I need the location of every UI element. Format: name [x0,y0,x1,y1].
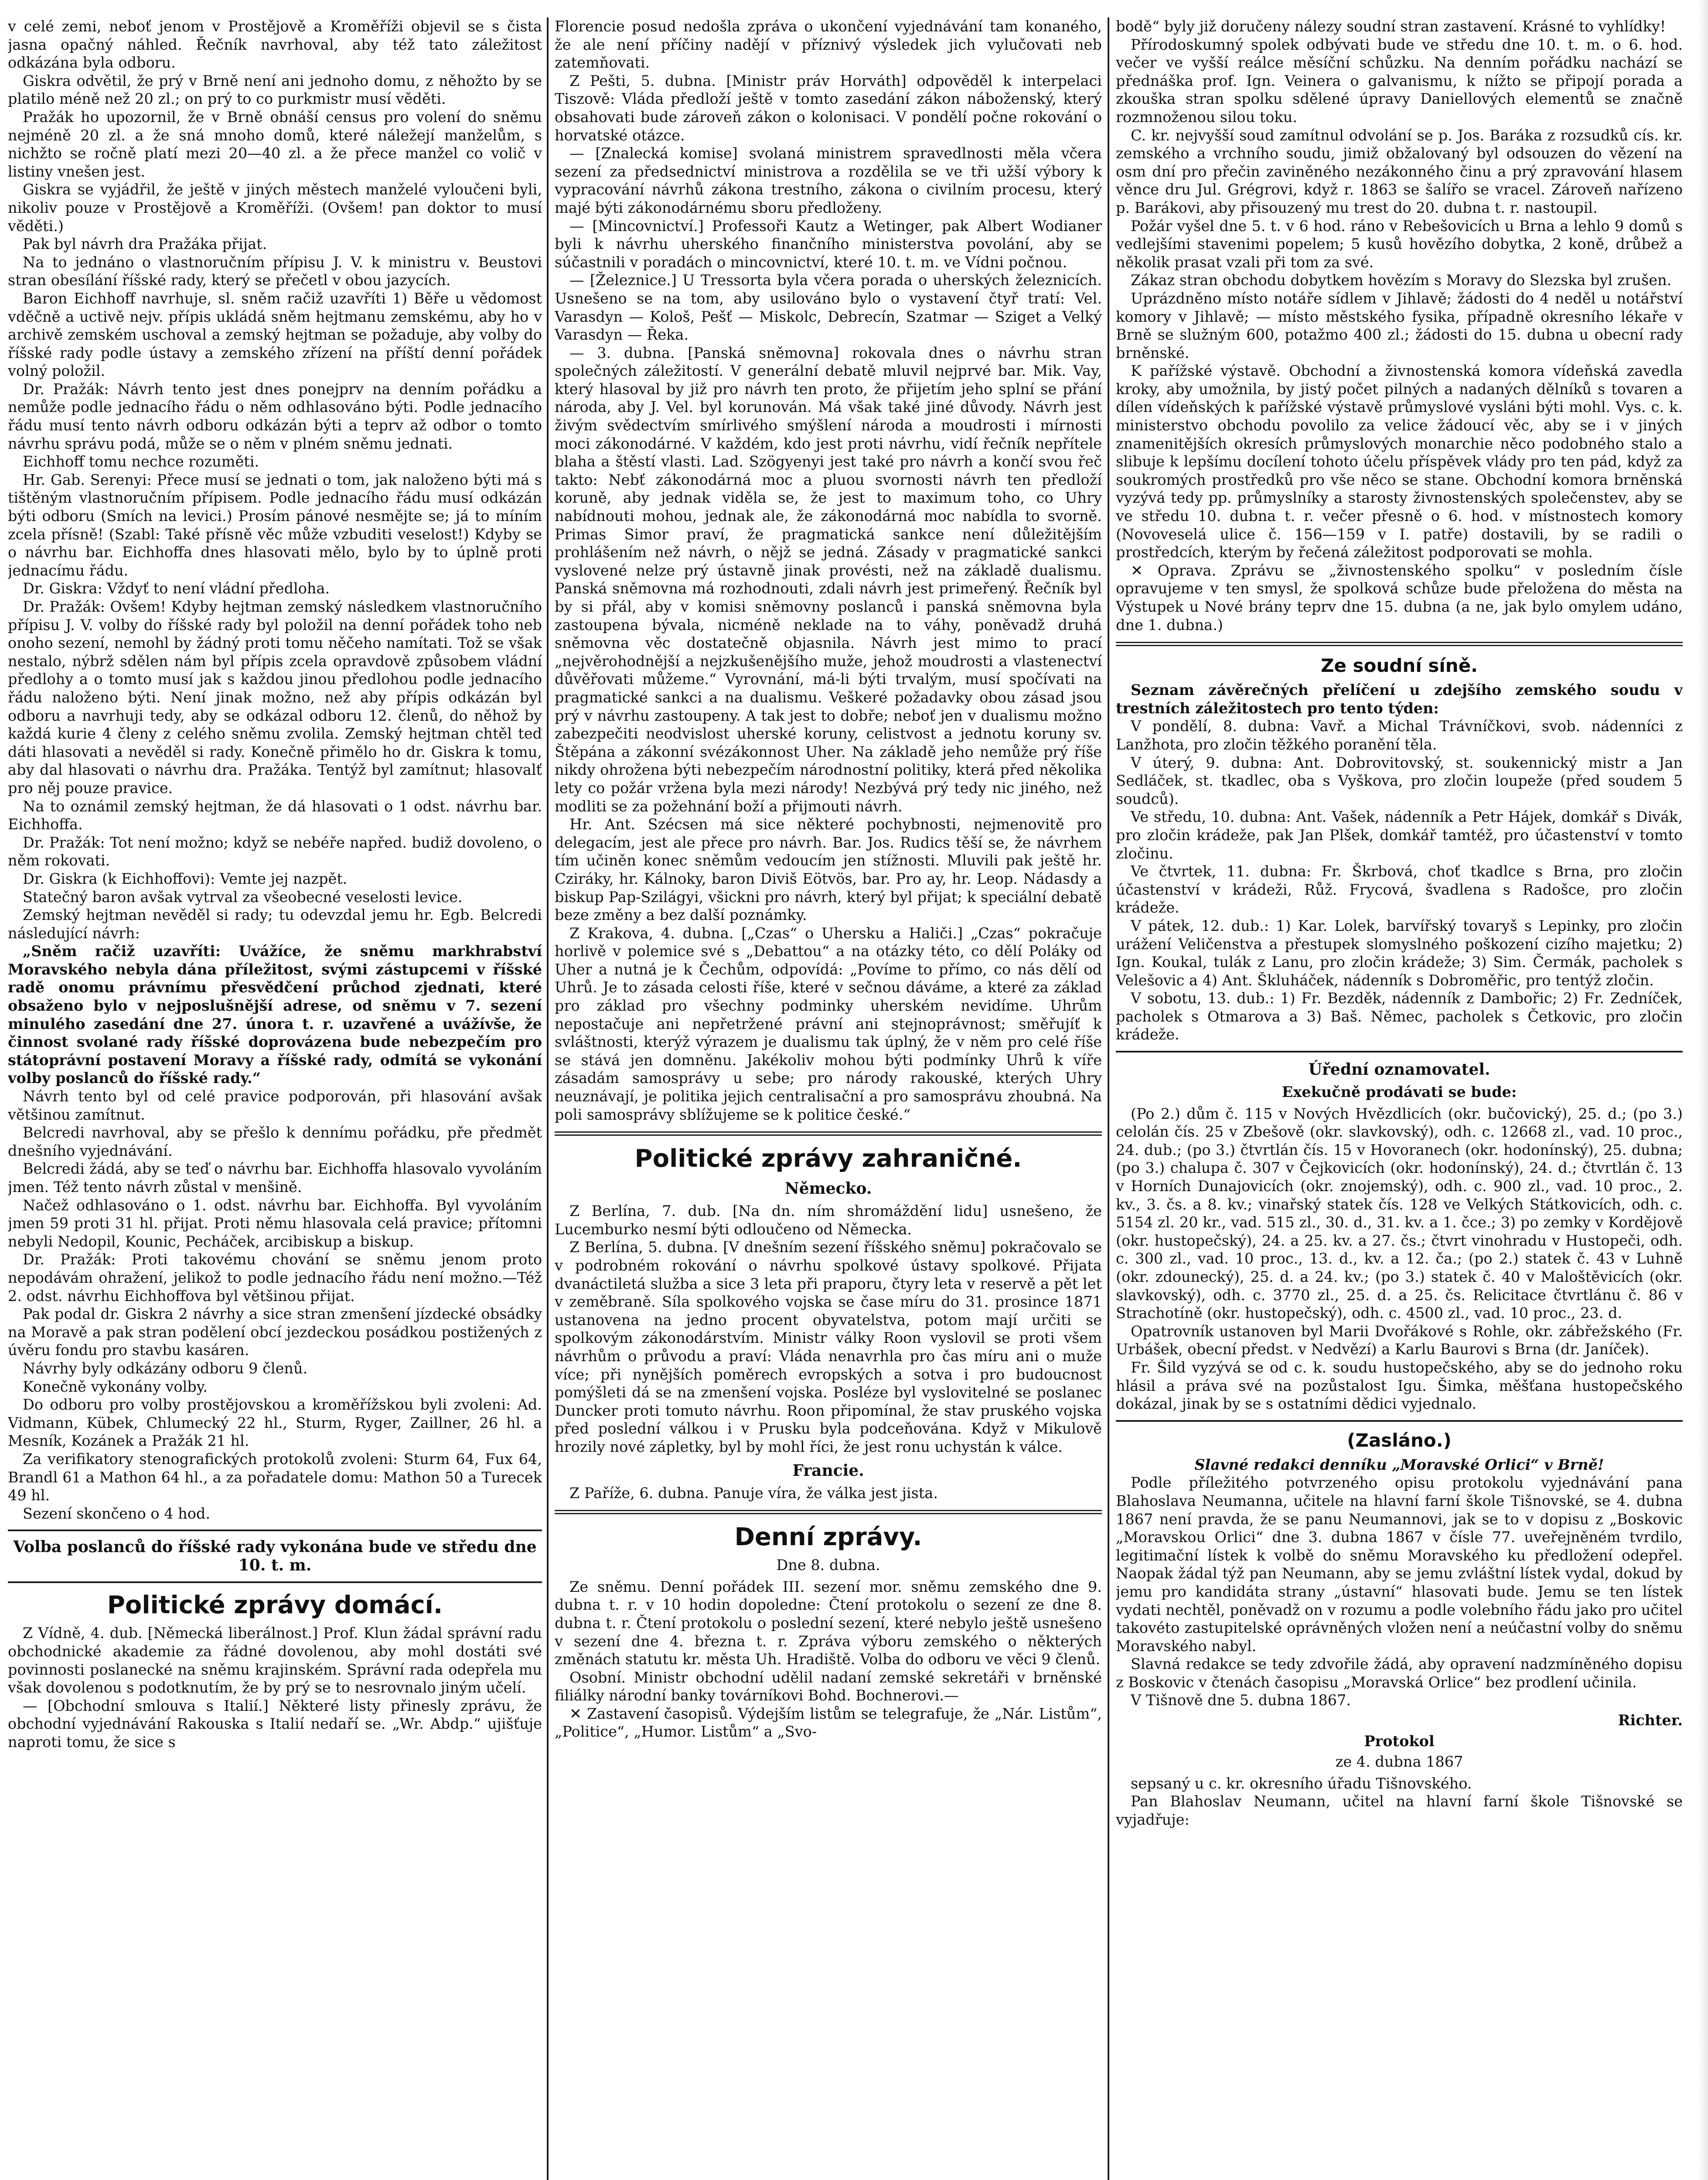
section-header-daily: Denní zprávy. [734,1523,922,1552]
paragraph: Z Berlína, 5. dubna. [V dnešním sezení říšského sněmu] pokračovalo se v podrobném rokování o návrhu spolkové ústavy spolkové. Přijata dvanáctiletá služba a sice 3 leta při praporu, čtyry leta v reservě a pět let v zeměbraně. Síla spolkového vojska se čase míru do 31. prosince 1871 ustanovena na jedno procent obyvatelstva, potom mají určiti se spolkovým zákonodárstvím. Ministr války Roon vyslovil se proti všem návrhům o průvodu a praví: Vláda nenavrhla pro čas míru ani o muže více; při nynějších poměrech evropských a sotva i pro budoucnost pomýšleti dá se na zmenšení vojska. Posléze byl vyslovitelné se poslanec Duncker proti tomuto návrhu. Roon připomínal, že stav pruského vojska před poslední válkou i v Prusku byla podceňována. Když v Mikulově hrozily nové zápletky, byl by mohl říci, že jest ronu uchystán k válce. [555,1239,1102,1455]
paragraph: Požár vyšel dne 5. t. v 6 hod. ráno v Rebešovicích u Brna a lehlo 9 domů s vedlejšími stavenimi popelem; 5 kusů hovězího dobytka, 2 koně, drůbež a několik prasat vzali při tom za své. [1116,217,1683,271]
paragraph: V úterý, 9. dubna: Ant. Dobrovitovský, st. soukennický mistr a Jan Sedláček, st. tkadlec, oba s Vyškova, pro zločin loupeže (před soudem 5 soudců). [1116,754,1683,807]
middle-paragraphs-b [555,1202,1102,1456]
paragraph: Pak podal dr. Giskra 2 návrhy a sice stran zmenšení jízdecké obsádky na Moravě a pak stran podělení obcí jezdeckou posádkou postižených z úvěru fondu pro stavbu kasáren. [8,1305,542,1359]
paragraph: Dr. Pražák: Ovšem! Kdyby hejtman zemský následkem vlastnoručního přípisu J. V. volby do říšské rady byl položil na denní pořádek toho neb onoho sezení, nemohl by žádný proti tomu něčeho namítati. Tož se však nestalo, nýbrž sdělen nám byl přípis zcela opravdově způsobem vládní předlohy a o tomto musí jak s každou jinou předlohou podle jednacího řádu naloženo býti. Není jinak možno, než aby přípis odkázán byl odboru a navrhuji tedy, aby se odkázal odboru 12. členů, do něhož by každá kurie 4 členy z celého sněmu zvolila. Zemský hejtman chtěl teď dáti hlasovati a nevěděl si rady. Konečně přimělo ho dr. Giskra k tomu, aby dal hlasovati o návrhu dra. Pražáka. Tentýž byl zamítnut; hlasovalť pro něj pouze pravice. [8,598,542,797]
paragraph: sepsaný u c. kr. okresního úřadu Tišnovského. [1131,1775,1472,1792]
divider [555,1510,1102,1514]
zaslano-address: Slavné redakci denníku „Moravské Orlici“ v Brně! [1194,1456,1604,1473]
paragraph: Giskra odvětil, že prý v Brně není ani jednoho domu, z něhožto by se platilo méně než 20 zl.; on prý to co purkmistr musí věděti. [8,72,542,108]
subheader-germany: Německo. [784,1179,872,1198]
paragraph: Ze sněmu. Denní pořádek III. sezení mor. sněmu zemského dne 9. dubna t. r. v 10 hodin dopoledne: Čtení protokolu o sezení ze dne 8. dubna t. r. Čtení protokolu o poslední sezení, které nebylo ještě usnešeno v sezení dne 4. března t. r. Zpráva výboru zemského o některých změnách statutu kr. města Uh. Hradiště. Volba do odboru ve věci 9 členů. [555,1578,1102,1668]
paragraph: Zákaz stran obchodu dobytkem hovězím s Moravy do Slezska byl zrušen. [1131,272,1672,289]
column-rule [1108,17,1109,2180]
middle-paragraphs-d [555,1578,1102,1741]
paragraph: — [Mincovnictví.] Professoři Kautz a Wetinger, pak Albert Wodianer byli k návrhu uherského finančního ministerstva povolání, aby se súčastnili v poradách o mincovnictví, které 10. t. m. ve Vídni počnou. [555,217,1102,271]
paragraph: Podle příležitého potvrzeného opisu protokolu vyjednávání pana Blahoslava Neumanna, učitele na hlavní farní škole Tišnovské, se 4. dubna 1867 není pravda, že se panu Neumannovi, jak se to v dopisu z „Boskovic „Moravskou Orlici“ dne 3. dubna 1867 v čísle 77. uveřejněném tvrdilo, legitimační lístek k volbě do sněmu Moravského ku předložení odepřel. Naopak žádal týž pan Neumann, aby se jemu zvláštní lístek vydal, dokud by jemu pro kandidáta strany „ústavní“ hlasovati bude. Jemu se ten lístek vydati nechtěl, poněvadž on v rozumu a podle volebního řádu jako pro učitel takovéto zastupitelské oprávněných vložen není a neúčastní volby do sněmu Moravského nabyl. [1116,1474,1683,1655]
right-paragraphs-d [1116,1474,1683,1710]
newspaper-page [8,17,1691,2180]
section-header-domestic: Politické zprávy domácí. [107,1591,443,1620]
divider [1116,1420,1683,1422]
section-header-court: Ze soudní síně. [1320,655,1478,677]
column-middle [555,17,1102,2180]
paragraph: Na to oznámil zemský hejtman, že dá hlasovati o 1 odst. návrhu bar. Eichhoffa. [8,797,542,833]
section-header-official: Úřední oznamovatel. [1308,1060,1490,1079]
paragraph: Eichhoff tomu nechce rozuměti. [23,453,259,470]
paragraph: Z Paříže, 6. dubna. Panuje víra, že válka jest jista. [569,1484,938,1502]
paragraph: Statečný baron avšak vytrval za všeobecné veselosti levice. [23,888,463,906]
paragraph: v celé zemi, neboť jenom v Prostějově a Kroměříži objevil se s čista jasna opačný náhled. Řečník navrhoval, aby též tato záležitost odkázána byla odboru. [8,18,542,72]
paragraph: Pražák ho upozornil, že v Brně obnáší census pro volení do sněmu nejméně 20 zl. a že sná mnoho domů, které náležejí manželům, s nichžto se ročně platí mezi 20—40 zl. a že přece manžel co volič v listiny vnešen jest. [8,108,542,180]
paragraph: Sezení skončeno o 4 hod. [23,1505,211,1522]
paragraph: Do odboru pro volby prostějovskou a kroměřížskou byli zvoleni: Ad. Vidmann, Kübek, Chlumecký 22 hl., Sturm, Ryger, Zaillner, 26 hl. a Mesník, Kozánek a Pražák 21 hl. [8,1396,542,1450]
paragraph: Osobní. Ministr obchodní udělil nadaní zemské sekretáři v brněnské filiálky národní banky továrníkovi Bohd. Bochnerovi.— [555,1669,1102,1704]
paragraph: C. kr. nejvyšší soud zamítnul odvolání se p. Jos. Baráka z rozsudků cís. kr. zemského a vrchního soudu, jimiž obžalovaný byl odsouzen do vězení na osm dní pro přečin zaviněného nezákonného činu a prý zpravování hlasem věnce dru Jul. Grégrovi, když r. 1863 se šalířo se vracel. Zároveň nařízeno p. Barákovi, aby přisouzený mu trest do 20. dubna t. r. nastoupil. [1116,126,1683,216]
page-edge-shadow [1698,0,1708,2180]
bold-motion: „Sněm račiž uzavříti: Uvážíce, že sněmu markhrabství Moravského nebyla dána příležitost, svými zástupcemi v říšské radě onomu právnímu přesvědčení průchod zjednati, které obsaženo bylo v nejposlušnější adrese, od sněmu v 7. sezení minulého zasedání dne 27. února t. r. uzavřené a uvážívše, že činnost svolané rady říšské doprovázena bude nebezpečím pro státoprávní postavení Moravy a říšské rady, odmítá se vykonání volby poslanců do říšské rady.“ [8,943,542,1087]
divider [1116,1051,1683,1053]
divider [8,1581,542,1583]
paragraph: (Po 2.) dům č. 115 v Nových Hvězdlicích (okr. bučovický), 25. d.; (po 3.) celolán čís. 25 v Zbešově (okr. slavkovský), odh. c. 12668 zl., vad. 10 proc., 24. dub.; (po 3.) čtvrtlán čís. 15 v Hovoranech (okr. hodonínský), 25. dubna; (po 3.) chalupa č. 307 v Čejkovicích (okr. hodonínský), 24. d.; čtvrtlán č. 13 v Horních Dunajovicích (okr. znojemský), odh. c. 900 zl., vad. 10 proc., 2. kv., 3. čs. a 8. kv.; vinařský statek čís. 128 ve Velkých Státkovicích, odh. c. 5154 zl. 20 kr., vad. 515 zl., 30. d., 31. kv. a 1. čce.; 3) po zemky v Kordějově (okr. hustopečský), 24. a 25. kv. a 27. čs.; čtvrt vinohradu v Hustopeči, odh. c. 300 zl., vad. 10 proc., 13. d., kv. a 12. ča.; (po 2.) statek č. 43 v Luhně (okr. zdounecký), 25. d. a 24. kv.; (po 3.) statek č. 40 v Maloštěvicích (okr. slavkovský), odh. c. 3770 zl., 25. d. a 25. čs. Relicitace čtvrtlánu č. 86 v Strachotíně (okr. hustopečský), odh. c. 4500 zl., vad. 10 proc., 23. d. [1116,1105,1683,1322]
paragraph: — [Obchodní smlouva s Italií.] Některé listy přinesly zprávu, že obchodní vyjednávání Rakouska s Italií nedaří se. „Wr. Abdp.“ ujišťuje naproti tomu, že sice s [8,1697,542,1751]
paragraph: Z Berlína, 7. dub. [Na dn. ním shromáždění lidu] usnešeno, že Lucemburko nesmí býti odloučeno od Německa. [555,1202,1102,1238]
paragraph: Uprázdněno místo notáře sídlem v Jihlavě; žádosti do 4 neděl u notářství komory v Jihlavě; — místo městského fysika, případně okresního lékaře v Brně se služným 600, potažmo 400 zl.; žádosti do 15. dubna u obecní rady brněnské. [1116,290,1683,361]
paragraph: Giskra se vyjádřil, že ještě v jiných městech manželé vyloučeni byli, nikoliv pouze v Prostějově a Kroměříži. (Ovšem! pan doktor to musí věděti.) [8,181,542,235]
protocol-date: ze 4. dubna 1867 [1335,1753,1463,1771]
paragraph: Dr. Pražák: Proti takovému chování se sněmu jenom proto nepodávám ohražení, jelikož to podle jednacího řádu není možno.—Též 2. odst. návrhu Eichhoffova byl většinou přijat. [8,1251,542,1305]
paragraph: Hr. Ant. Szécsen má sice některé pochybnosti, nejmenovitě pro delegacím, jest ale přece pro návrh. Bar. Jos. Rudics těší se, že návrhem tím učiněn konec sněmům vedoucím jen stížnosti. Mluvili pak ještě hr. Cziráky, hr. Kálnoky, baron Diviš Eötvös, bar. Pro ay, hr. Leop. Nádasdy a biskup Pap-Szilágyi, všickni pro návrh, který byl přijat; k speciální debatě beze změny a bez další poznámky. [555,816,1102,924]
paragraph: Dr. Giskra: Vždyť to není vládní předloha. [23,580,330,597]
paragraph: Pak byl návrh dra Pražáka přijat. [23,235,267,253]
paragraph: Načež odhlasováno o 1. odst. návrhu bar. Eichhoffa. Byl vyvoláním jmen 59 proti 31 hl. přijat. Proti němu hlasovala celá pravice; přítomni nebyli Nedopil, Kounic, Pecháček, arcibiskup a biskup. [8,1196,542,1250]
paragraph: Fr. Šild vyzývá se od c. k. soudu hustopečského, aby se do jednoho roku hlásil a práva své na pozůstalost Igu. Šimka, měšťana hustopečského dokázal, jinak by se s ostatními dědici vyjednalo. [1116,1359,1683,1413]
paragraph: V pátek, 12. dub.: 1) Kar. Lolek, barvířský tovaryš s Lepinky, pro zločin urážení Veličenstva a přestupek slomyslného poškození cizího majetku; 2) Ign. Koukal, tulák z Lanu, pro zločin krádeže; 3) Sim. Čermák, pacholek s Velešovic a 4) Ant. Škluháček, nádenník s Dobroměřic, pro tentýž zločin. [1116,917,1683,989]
paragraph: Pan Blahoslav Neumann, učitel na hlavní farní škole Tišnovské se vyjadřuje: [1116,1793,1683,1829]
paragraph: Přírodoskumný spolek odbývati bude ve středu dne 10. t. m. o 6. hod. večer ve vyšší reálce měsíční schůzku. Na denním pořádku nachází se přednáška prof. Ign. Veinera o galvanismu, k nížto se připojí porada a zkouška stran spolku sdělené úpravy Daniellových elementů se značně rozmnoženou silou toku. [1116,36,1683,126]
paragraph: ✕ Zastavení časopisů. Výdejším listům se telegrafuje, že „Nár. Listům“, „Politice“, „Humor. Listům“ a „Svo- [555,1705,1102,1741]
paragraph: Za verifikatory stenografických protokolů zvoleni: Sturm 64, Fux 64, Brandl 61 a Mathon 64 hl., a za pořadatele domu: Mathon 50 a Turecek 49 hl. [8,1450,542,1504]
paragraph: Návrhy byly odkázány odboru 9 členů. [23,1359,308,1377]
court-subhead: Seznam závěrečných přelíčení u zdejšího zemského soudu v trestních záležitostech pro tento týden: [1116,681,1683,717]
paragraph: Florencie posud nedošla zpráva o ukončení vyjednávání tam konaného, že ale není příčiny nadějí v příznivý výsledek jich vylučovati neb zatemňovati. [555,18,1102,72]
paragraph: Dr. Giskra (k Eichhoffovi): Vemte jej nazpět. [23,870,348,887]
paragraph: Ve čtvrtek, 11. dubna: Fr. Škrbová, choť tkadlce s Brna, pro zločin účastenství v krádeži, Růž. Frycová, švadlena s Radošce, pro zločin krádeže. [1116,863,1683,916]
paragraph: Slavná redakce se tedy zdvořile žádá, aby opravení nadzmíněného dopisu z Boskovic v čtenách časopisu „Moravská Orlice“ bez prodlení učinila. [1116,1655,1683,1691]
column-left [8,17,542,2180]
paragraph: ✕ Oprava. Zprávu se „živnostenského spolku“ v posledním čísle opravujeme v ten smysl, že spolková schůze bude přeložena do města na Výstupek u Nové brány teprv dne 15. dubna (a ne, jak bylo omylem udáno, dne 1. dubna.) [1116,562,1683,634]
official-subhead: Exekučně prodávati se bude: [1282,1083,1517,1101]
column-right [1116,17,1683,2180]
paragraph: Belcredi navrhoval, aby se přešlo k dennímu pořádku, pře předmět dnešního vyjednávání. [8,1124,542,1159]
middle-paragraphs-a [555,17,1102,1124]
paragraph: V pondělí, 8. dubna: Vavř. a Michal Trávníčkovi, svob. nádenníci z Lanžhota, pro zločin těžkého poranění těla. [1116,718,1683,753]
paragraph: — [Znalecká komise] svolaná ministrem spravedlnosti měla včera sezení za předsednictví ministrova a rozdělila se ve tři užší výbory k vypracování návrhů zákona trestního, zákona o civilním procesu, který majé býti zákonodárnému sboru předloženy. [555,145,1102,216]
paragraph: Dr. Pražák: Návrh tento jest dnes ponejprv na denním pořádku a nemůže podle jednacího řádu o něm odhlasováno býti. Podle jednacího řádu musí tento návrh odboru odkázán býti a teprv až odbor o tomto návrhu správu podá, může se o něm v plném sněmu jednati. [8,380,542,452]
paragraph: K pařížské výstavě. Obchodní a živnostenská komora vídeňská zavedla kroky, aby umožnila, by jistý počet pilných a nadaných dělníků s tovaren a dílen vídeňských k pařížské výstavě průmyslové vysláni býti mohl. Vys. c. k. ministerstvo obchodu povolilo za velice žádoucí věc, aby se i v jiných znamenitějších okresích průmyslových monarchie něco podobného stalo a slibuje k lepšímu docílení tohoto účelu příspěvek vlády pro ten pád, když za soukromých prostředků pro vše něco se stane. Obchodní komora brněnská vyzývá tedy pp. průmyslníky a starosty živnostenských společenstev, aby se ve středu 10. dubna t. r. večer přesně o 6. hod. v místnostech komory (Novoveselá ulice č. 156—159 v I. patře) dostavili, by se radili o prostředcích, kterým by řečená záležitost podporovati se mohla. [1116,362,1683,561]
right-paragraphs-c [1116,1105,1683,1413]
paragraph: Opatrovník ustanoven byl Marii Dvořákové s Rohle, okr. zábřežského (Fr. Urbášek, obecní předst. v Nedvězí) a Karlu Baurovi s Brna (dr. Janíček). [1116,1322,1683,1358]
paragraph: Konečně vykonány volby. [23,1378,208,1395]
paragraph: — [Železnice.] U Tressorta byla včera porada o uherských železnicích. Usnešeno se na tom, aby usilováno bylo o vystavení čtyř tratí: Vel. Varasdyn — Kološ, Pešť — Miskolc, Debrecín, Szatmar — Sziget a Velký Varasdyn — Řeka. [555,272,1102,344]
protocol-header: Protokol [1364,1732,1435,1750]
right-paragraphs-a [1116,17,1683,634]
paragraph: Ve středu, 10. dubna: Ant. Vašek, nádenník a Petr Hájek, domkář s Divák, pro zločin krádeže, pak Jan Plšek, domkář tamtéž, pro účastenství v tomto zločinu. [1116,808,1683,862]
election-notice: Volba poslanců do říšské rady vykonána bude ve středu dne 10. t. m. [13,1538,537,1574]
left-paragraphs-c [8,1624,542,1751]
paragraph: V Tišnově dne 5. dubna 1867. [1131,1692,1351,1709]
right-paragraphs-b [1116,717,1683,1044]
daily-date: Dne 8. dubna. [776,1557,880,1574]
signature: Richter. [1618,1712,1683,1729]
paragraph: bodě“ byly již doručeny nálezy soudní stran zastavení. Krásné to vyhlídky! [1116,18,1666,35]
paragraph: Dr. Pražák: Tot není možno; když se nebéře napřed. budiž dovoleno, o něm rokovati. [8,834,542,869]
middle-paragraphs-c [555,1484,1102,1502]
subheader-france: Francie. [792,1461,864,1480]
paragraph: Na to jednáno o vlastnoručním přípisu J. V. k ministru v. Beustovi stran obesílání říšské rady, který se přečetl v obou jazycích. [8,253,542,289]
paragraph: Belcredi žádá, aby se teď o návrhu bar. Eichhoffa hlasovalo vyvoláním jmen. Též tento návrh zůstal v menšině. [8,1160,542,1196]
paragraph: Z Vídně, 4. dub. [Německá liberálnost.] Prof. Klun žádal správní radu obchodnické akademie za řádné dovolenou, aby mohl dostáti své povinnosti poslanecké na sněmu krajinském. Správní rada odepřela mu však dovolenou s podotknutím, že by prý se to nesrovnalo jiným učelí. [8,1625,542,1696]
paragraph: Baron Eichhoff navrhuje, sl. sněm račiž uzavříti 1) Běře u vědomost vděčně a uctivě nejv. přípis ukládá sněm hejtmanu zemskému, aby ho v archivě zemském uschoval a zemský hejtman se požaduje, aby volby do říšské rady podle ústavy a zemského zřízení na příští denní pořádek volný položil. [8,290,542,380]
paragraph: Z Pešti, 5. dubna. [Ministr práv Horváth] odpověděl k interpelaci Tiszově: Vláda předloží ještě v tomto zasedání zákon náboženský, který obsahovati bude zároveň zákon o kolonisaci. V pondělí počne rokování o horvatské otázce. [555,72,1102,144]
column-rule [547,17,549,2180]
section-header-zaslano: (Zasláno.) [1347,1429,1452,1451]
section-header-foreign: Politické zprávy zahraničné. [634,1144,1022,1173]
divider [1116,642,1683,646]
divider [555,1131,1102,1136]
divider [8,1529,542,1531]
paragraph: Zemský hejtman nevěděl si rady; tu odevzdal jemu hr. Egb. Belcredi následující návrh: [8,906,542,942]
right-paragraphs-e [1116,1775,1683,1829]
left-paragraphs-b [8,1087,542,1523]
paragraph: Návrh tento byl od celé pravice podporován, při hlasování avšak většinou zamítnut. [8,1088,542,1123]
paragraph: V sobotu, 13. dub.: 1) Fr. Bezděk, nádenník z Dambořic; 2) Fr. Zedníček, pacholek s Otmarova a 3) Baš. Němec, pacholek s Četkovic, pro zločin krádeže. [1116,990,1683,1043]
paragraph: — 3. dubna. [Panská sněmovna] rokovala dnes o návrhu stran společných záležitostí. V generální debatě mluvil nejprvé bar. Mik. Vay, který hlasoval by již pro návrh ten proto, že přijetím jeho splní se přání národa, aby J. Vel. byl korunován. Má však také jiné důvody. Návrh jest živým svědectvím smírlivého smýšlení národa a moudrosti i mírnosti moci zákonodárné. V každém, kdo jest proti návrhu, vidí řečník nepřítele blaha a štěstí vlasti. Lad. Szögyenyi jest také pro návrh a končí svou řeč takto: Nebť zákonodárná moc a pluou svornosti návrh ten předloží koruně, aby jednak viděla se, že jest to maximum toho, co Uhry nabídnouti mohou, jednak ale, že zákonodárná moc nabídla to svorně. Primas Simor praví, že pragmatická sankce není důležitějším prohlášením než návrh, o nějž se jedná. Zásady v pragmatické sankci vyslovené nelze prý ústavně jinak provésti, než na základě dualismu. Panská sněmovna má rozhodnouti, zdali návrh jest primeřený. Řečník byl by si přál, aby v komisi sněmovny poslanců i panská sněmovna byla zastoupena bývala, nicméně neklade na to váhy, poněvadž druhá sněmovna věc dostatečně objasnila. Návrh jest mimo to prací „nejvěrohodnější a nejzkušenějšího muže, jehož moudrosti a vlastenectví důvěřovati můžeme.“ Vyrovnání, má-li býti trvalým, musí spočívati na pragmatické sankci a na dualismu. Veškeré požadavky obou zásad jsou prý v návrhu zastoupeny. A tak jest to dobře; neboť jen v dualismu možno zabezpečiti neodvislost uherské koruny, celistvost a jednotu koruny sv. Štěpána a zákonní svézákonnost Uher. Na základě jeho nemůže prý říše nikdy ohrožena býti nebezpečím národnostní politiky, která před několika lety co požár vržena byla mezi národy! Nezbývá prý tedy nic jiného, než modliti se za požehnání boží a přijmouti návrh. [555,344,1102,815]
paragraph: Hr. Gab. Serenyi: Přece musí se jednati o tom, jak naloženo býti má s tištěným vlastnoručním přípisem. Podle jednacího řádu musí odkázán býti odboru (Smích na levici.) Prosím pánové nesmějte se; já to míním zcela přísně! (Szabl: Také přísně věc může vzbuditi veselost!) Kdyby se o návrhu bar. Eichhoffa dnes hlasovati mělo, bylo by to úplně proti jednacímu řádu. [8,471,542,579]
paragraph: Z Krakova, 4. dubna. [„Czas“ o Uhersku a Haliči.] „Czas“ pokračuje horlivě v polemice své s „Debattou“ a na otázky této, co dělí Poláky od Uher a nutná je k Čechům, odpovídá: „Povíme to přímo, co nás dělí od Uhrů. Je to zásada celosti říše, které v sečnou dáváme, a které za základ pro základ pro všechny podminky uherském nevidíme. Uhrům nepostačuje ani nepřetržené právní ani stejnoprávnost; směřujíť k svláštnosti, kterýž výrazem je dualismu tak úplný, že v něm pro celé říše se stává jen domněnu. Jakékoliv mohou býti podmínky Uhrů k víře zásadám samosprávy u sebe; pro národy rakouské, kterých Uhry neuznávají, je politika jejich centralisační a pro samosprávu zhoubná. Na poli samosprávy sblížujeme se k politice české.“ [555,924,1102,1123]
left-paragraphs-a [8,17,542,942]
